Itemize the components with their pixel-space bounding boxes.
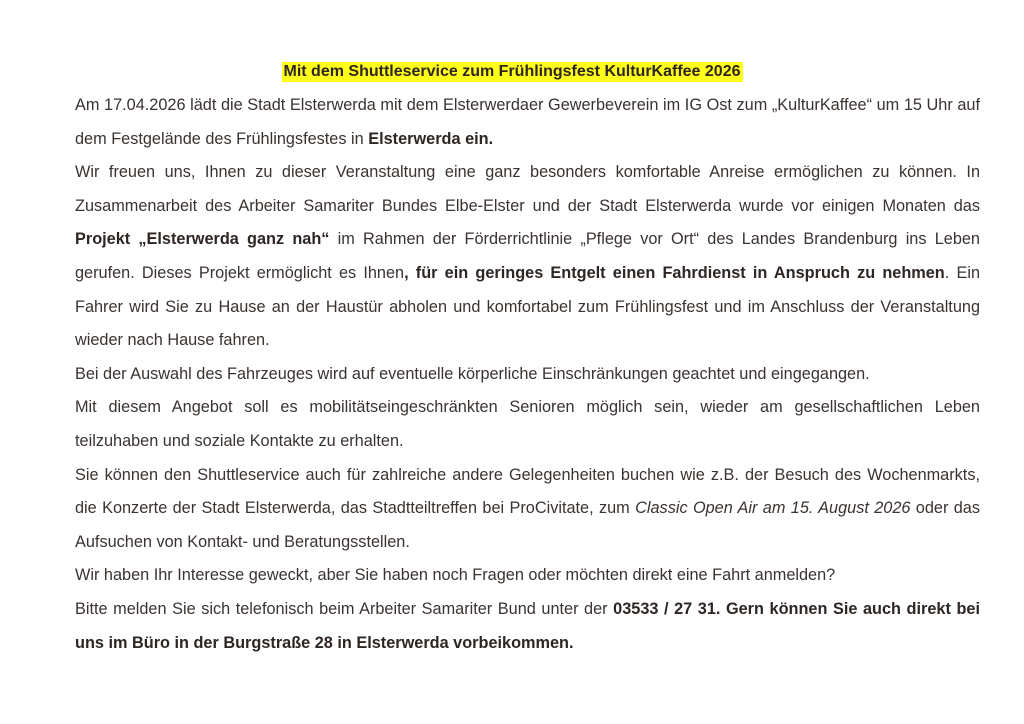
- classic-open-air: Classic Open Air am 15. August 2026: [635, 499, 911, 518]
- contact-details: 03533 / 27 31. Gern können Sie auch direkt bei uns im Büro in der Burgstraße 28 in Elsterwerda vorbeikommen.: [75, 599, 980, 652]
- paragraph-question: Wir haben Ihr Interesse geweckt, aber Sie haben noch Fragen oder möchten direkt eine Fahrt anmelden?: [75, 566, 836, 585]
- project-name: Projekt „Elsterwerda ganz nah“: [75, 230, 330, 249]
- project-text-2: im Rahmen der Förderrichtlinie „Pflege vor Ort“ des Landes Brandenburg ins Leben gerufen. Dieses Projekt ermöglicht es Ihnen: [75, 230, 980, 282]
- paragraph-seniors: Mit diesem Angebot soll es mobilitätseingeschränkten Senioren möglich sein, wieder am gesellschaftlichen Leben teilzuhaben und soziale Kontakte zu erhalten.: [75, 398, 980, 450]
- other-uses-text-2: oder das Aufsuchen von Kontakt- und Beratungsstellen.: [75, 499, 980, 551]
- paragraph-contact: [75, 593, 980, 660]
- project-text-1: Wir freuen uns, Ihnen zu dieser Veranstaltung eine ganz besonders komfortable Anreise ermöglichen zu können. In Zusammenarbeit des Arbeiter Samariter Bundes Elbe-Elster und der Stadt Elsterwerda wurde vor einigen Monaten das: [75, 163, 980, 215]
- document-title: Mit dem Shuttleservice zum Frühlingsfest KulturKaffee 2026: [283, 63, 741, 80]
- invitation-text: Am 17.04.2026 lädt die Stadt Elsterwerda mit dem Elsterwerdaer Gewerbeverein im IG Ost zum „KulturKaffee“ um 15 Uhr auf dem Festgelände des Frühlingsfestes in: [75, 96, 980, 148]
- project-offer: , für ein geringes Entgelt einen Fahrdienst in Anspruch zu nehmen: [404, 263, 945, 282]
- other-uses-text-1: Sie können den Shuttleservice auch für zahlreiche andere Gelegenheiten buchen wie z.B. der Besuch des Wochenmarkts, die Konzerte der Stadt Elsterwerda, das Stadtteiltreffen bei ProCivitate, zum: [75, 465, 980, 518]
- project-text-3: . Ein Fahrer wird Sie zu Hause an der Haustür abholen und komfortabel zum Frühlingsfest und im Anschluss der Veranstaltung wieder nach Hause fahren.: [75, 263, 980, 350]
- contact-text: Bitte melden Sie sich telefonisch beim Arbeiter Samariter Bund unter der: [75, 599, 614, 618]
- title-container: [0, 62, 1024, 82]
- invitation-emphasis: Elsterwerda ein.: [368, 129, 494, 148]
- paragraph-other-uses: [75, 459, 980, 560]
- paragraph-vehicle: Bei der Auswahl des Fahrzeuges wird auf eventuelle körperliche Einschränkungen geachtet und eingegangen.: [75, 364, 870, 383]
- paragraph-project: [75, 156, 980, 358]
- paragraph-invitation: [75, 89, 980, 156]
- document-body: [75, 89, 980, 660]
